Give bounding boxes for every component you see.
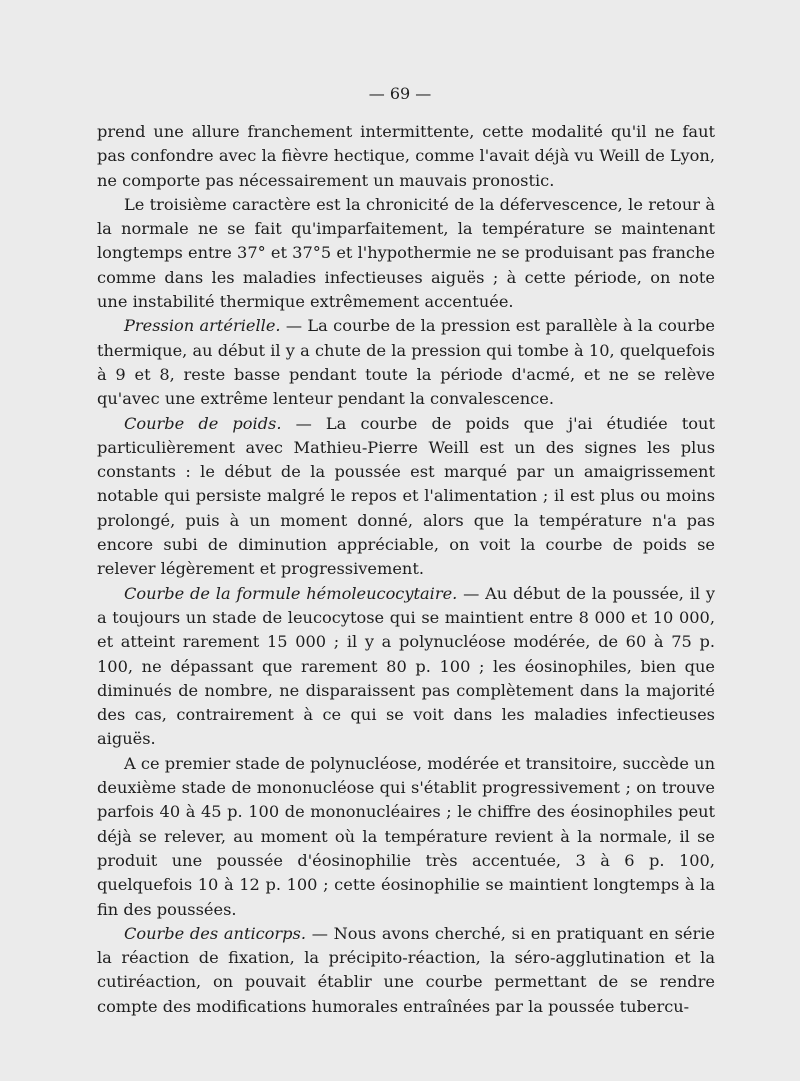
paragraph-text: — Au début de la poussée, il y a toujours un stade de leucocytose qui se maintient entre 8 000 et 10 000, et atteint rarement 15 000 ; il y a polynucléose modérée, de 60 à 75 p. 100, ne dépassant que rarement 80 p. 100 ; les éosinophiles, bien que diminués de nombre, ne disparaissent pas complètement dans la majorité des cas, contrairement à ce qui se voit dans les maladies infectieuses aiguës.	[97, 583, 715, 749]
paragraph-formule	[97, 582, 715, 752]
section-heading-anticorps: Courbe des anticorps.	[124, 923, 306, 943]
page-number: — 69 —	[368, 84, 432, 103]
section-heading-pression: Pression artérielle.	[124, 316, 281, 336]
paragraph-text: — Nous avons cherché, si en pratiquant en série la réaction de fixation, la précipito-réaction, la séro-agglutination et la cutiréaction, on pouvait établir une courbe permettant de se rendre compte des modifications humorales entraînées par la poussée tubercu-	[97, 923, 716, 1016]
paragraph-text: — La courbe de poids que j'ai étudiée tout particulièrement avec Mathieu-Pierre Weill est un des signes les plus constants : le début de la poussée est marqué par un amaigrissement notable qui persiste malgré le repos et l'alimentation ; il est plus ou moins prolongé, puis à un moment donné, alors que la température n'a pas encore subi de diminution appréciable, on voit la courbe de poids se relever légèrement et progressivement.	[97, 413, 715, 579]
paragraph-text: — La courbe de la pression est parallèle à la courbe thermique, au début il y a chute de la pression qui tombe à 10, quelquefois à 9 et 8, reste basse pendant toute la période d'acmé, et ne se relève qu'avec une extrême lenteur pendant la convalescence.	[97, 316, 715, 409]
paragraph-courbe-poids	[97, 412, 715, 582]
paragraph-anticorps	[97, 922, 715, 1019]
paragraph-mononucleose: A ce premier stade de polynucléose, modérée et transitoire, succède un deuxième stade de mononucléose qui s'établit progressivement ; on trouve parfois 40 à 45 p. 100 de mononucléaires ; le chiffre des éosinophiles peut déjà se relever, au moment où la température revient à la normale, il se produit une poussée d'éosinophilie très accentuée, 3 à 6 p. 100, quelquefois 10 à 12 p. 100 ; cette éosinophilie se maintient longtemps à la fin des poussées.	[97, 753, 715, 919]
paragraph-2: Le troisième caractère est la chronicité de la défervescence, le retour à la normale ne se fait qu'imparfaitement, la température se maintenant longtemps entre 37° et 37°5 et l'hypothermie ne se produisant pas franche comme dans les maladies infectieuses aiguës ; à cette période, on note une instabilité thermique extrêmement accentuée.	[97, 194, 715, 312]
body-text	[97, 120, 715, 1019]
paragraph-1: prend une allure franchement intermittente, cette modalité qu'il ne faut pas confondre avec la fièvre hectique, comme l'avait déjà vu Weill de Lyon, ne comporte pas nécessairement un mauvais pronostic.	[97, 122, 715, 190]
section-heading-poids: Courbe de poids.	[124, 413, 282, 433]
paragraph-pression-arterielle	[97, 314, 715, 411]
section-heading-formule: Courbe de la formule hémoleucocytaire.	[124, 583, 458, 603]
